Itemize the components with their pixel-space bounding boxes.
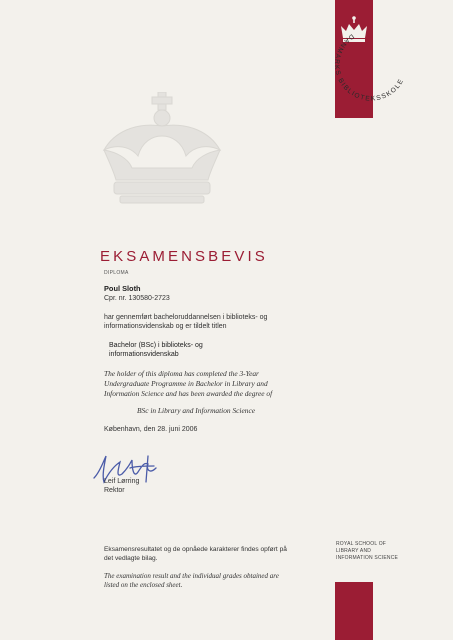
- institution-line-1: ROYAL SCHOOL OF: [336, 541, 387, 547]
- statement-en-line-3: Information Science and has been awarded the degree of: [104, 389, 273, 398]
- footer-en-line-2: listed on the enclosed sheet.: [104, 581, 183, 589]
- institution-line-3: INFORMATION SCIENCE: [336, 555, 399, 561]
- document-title: EKSAMENSBEVIS: [100, 248, 268, 265]
- recipient-cpr: Cpr. nr. 130580-2723: [104, 295, 170, 302]
- statement-en-line-1: The holder of this diploma has completed the 3-Year: [104, 369, 259, 378]
- statement-da-line-1: har gennemført bacheloruddannelsen i biblioteks- og: [104, 314, 268, 321]
- statement-en-line-2: Undergraduate Programme in Bachelor in Library and: [104, 379, 268, 388]
- place-date: København, den 28. juni 2006: [104, 426, 198, 433]
- footer-en-line-1: The examination result and the individual grades obtained are: [104, 572, 279, 580]
- document-subtitle: DIPLOMA: [104, 270, 129, 276]
- watermark-crown-icon: [96, 92, 228, 206]
- degree-en: BSc in Library and Information Science: [137, 406, 256, 415]
- institution-name-en: [336, 541, 398, 562]
- svg-text:DANMARKS BIBLIOTEKSSKOLE: [333, 32, 406, 102]
- footer-da-line-1: Eksamensresultatet og de opnåede karakterer findes opført på: [104, 546, 287, 553]
- statement-da-line-2: informationsvidenskab og er tildelt titlen: [104, 323, 227, 330]
- footer-da-line-2: det vedlagte bilag.: [104, 555, 158, 562]
- signatory-name: Leif Lørring: [104, 478, 140, 485]
- seal-ring-text: DANMARKS BIBLIOTEKSSKOLE: [332, 32, 406, 103]
- signatory-role: Rektor: [104, 487, 125, 494]
- degree-da-line-1: Bachelor (BSc) i biblioteks- og: [109, 342, 203, 349]
- recipient-name: Poul Sloth: [104, 284, 141, 293]
- institution-line-2: LIBRARY AND: [336, 548, 372, 554]
- bottom-accent-bar: [335, 582, 373, 640]
- institution-seal: [330, 24, 416, 110]
- degree-da-line-2: informationsvidenskab: [109, 351, 179, 358]
